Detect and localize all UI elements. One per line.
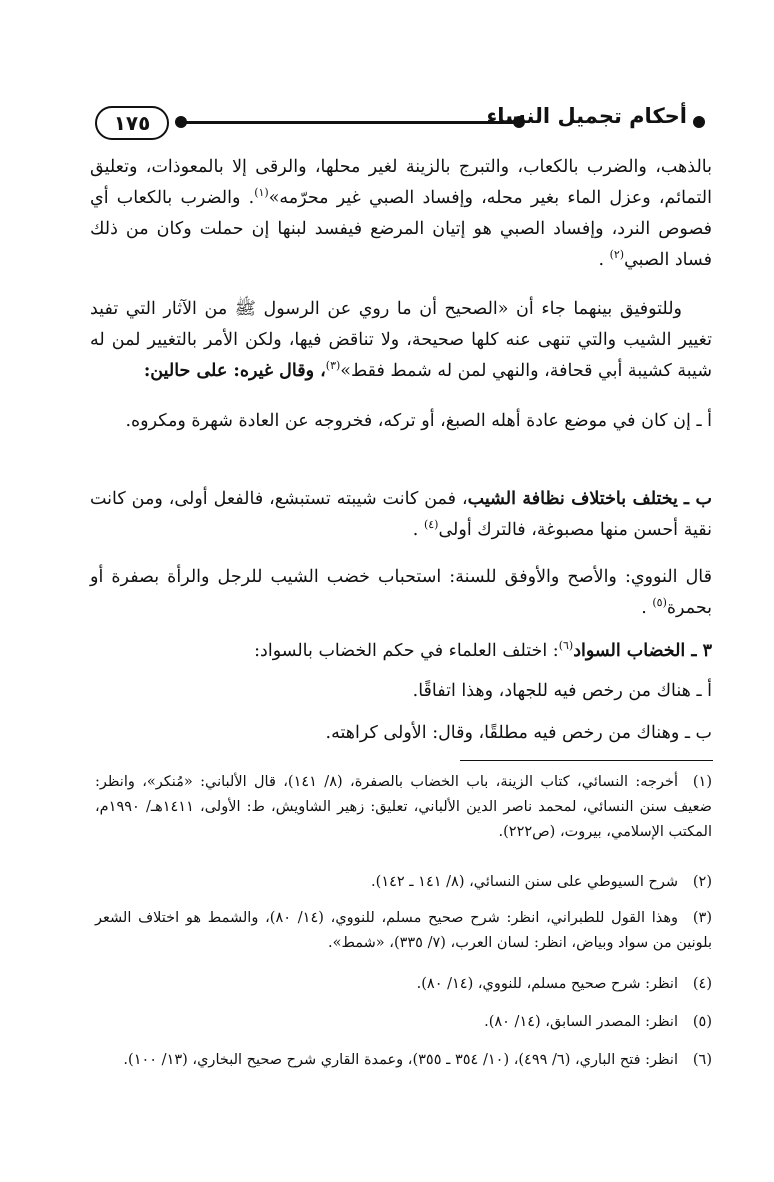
page-number: ١٧٥	[95, 106, 169, 140]
list-item-b-lead: ب ـ	[683, 489, 712, 509]
paragraph-2-text: وللتوفيق بينهما جاء أن «الصحيح أن ما روي عن الرسول ﷺ من الآثار التي تفيد تغيير الشيب والتي تنهى عنه كلها صحيحة، ولا تناقض فيها، ولكن الأمر بالتغيير لمن له شيبة كشيبة أبي قحافة، والنهي لمن له شمط فقط»	[90, 299, 712, 381]
footnote-5	[95, 1010, 712, 1035]
footnote-separator	[460, 760, 713, 761]
footnote-3	[95, 906, 712, 956]
paragraph-2-bold: ، وقال غيره: على حالين:	[143, 361, 326, 381]
section-3-heading	[90, 636, 712, 667]
paragraph-2	[90, 294, 712, 387]
header-rule	[185, 121, 515, 124]
footnote-text: شرح السيوطي على سنن النسائي، (٨/ ١٤١ ـ ١٤٢).	[371, 874, 678, 890]
footnote-number: (٢)	[692, 874, 712, 890]
page-header	[95, 100, 705, 144]
list-item-b-text: ، فمن كانت شيبته تستبشع، فالفعل أولى، ومن كانت نقية أحسن منها مصبوغة، فالترك أولى	[90, 489, 712, 540]
footnote-text: أخرجه: النسائي، كتاب الزينة، باب الخضاب بالصفرة، (٨/ ١٤١)، قال الألباني: «مُنكر»، وانظر: ضعيف سنن النسائي، لمحمد ناصر الدين الألباني، تعليق: زهير الشاويش، ط: الأولى، ١٤١١هـ/ ١٩٩٠م، المكتب الإسلامي، بيروت، (ص٢٢٢).	[95, 774, 712, 840]
header-dot-right	[693, 116, 705, 128]
list-item-b: ب ـ يختلف باختلاف نظافة الشيب، فمن كانت شيبته تستبشع، فالفعل أولى، ومن كانت نقية أحسن منها مصبوغة، فالترك أولى$^{(٤)}$ .	[90, 489, 712, 540]
footnote-1	[95, 770, 712, 845]
footnote-ref-5: (٥)	[652, 596, 667, 610]
footnote-ref-6: (٦)	[558, 639, 574, 653]
footnote-6	[95, 1048, 712, 1073]
footnote-text: وهذا القول للطبراني، انظر: شرح صحيح مسلم، للنووي، (١٤/ ٨٠)، والشمط هو اختلاف الشعر بلونين من سواد وبياض، انظر: لسان العرب، (٧/ ٣٣٥)، «شمط».	[95, 910, 712, 951]
nawawi-text: قال النووي: والأصح والأوفق للسنة: استحباب خضب الشيب للرجل والرأة بصفرة أو بحمرة	[90, 567, 712, 618]
footnote-4	[95, 972, 712, 997]
footnote-text: انظر: شرح صحيح مسلم، للنووي، (١٤/ ٨٠).	[416, 976, 678, 992]
footnote-number: (٤)	[692, 976, 712, 992]
paragraph-1-tail: . والضرب بالكعاب أي فصوص النرد، وإفساد الصبي هو إتيان المرضع فيفسد لبنها إن حملت وكان من ذلك فساد الصبي	[90, 188, 712, 270]
list-item-b-bold: يختلف باختلاف نظافة الشيب	[467, 489, 678, 509]
paragraph-1: بالذهب، والضرب بالكعاب، والتبرج بالزينة لغير محلها، والرقى إلا بالمعوذات، وتعليق التمائم، وعزل الماء بغير محله، وإفساد الصبي غير محرّمه»$^{(١)}$. والضرب بالكعاب أي فصوص النرد، وإفساد الصبي هو إتيان المرضع فيفسد لبنها إن حملت وكان من ذلك فساد الصبي$^{(٢)}$ .	[90, 157, 713, 270]
footnote-ref-1: (١)	[254, 186, 269, 200]
footnote-ref-2: (٢)	[609, 248, 625, 262]
nawawi-paragraph: قال النووي: والأصح والأوفق للسنة: استحباب خضب الشيب للرجل والرأة بصفرة أو بحمرة$^{(٥)}$ .	[90, 567, 712, 618]
section-3-item-a: أ ـ هناك من رخص فيه للجهاد، وهذا اتفاقًا.	[412, 681, 712, 701]
section-3-text: : اختلف العلماء في حكم الخضاب بالسواد:	[254, 641, 559, 661]
footnote-text: انظر: فتح الباري، (٦/ ٤٩٩)، (١٠/ ٣٥٤ ـ ٣٥٥)، وعمدة القاري شرح صحيح البخاري، (١٣/ ١٠٠).	[123, 1052, 678, 1068]
footnote-number: (٦)	[692, 1052, 712, 1068]
footnote-ref-3: (٣)	[325, 359, 341, 373]
footnote-text: انظر: المصدر السابق، (١٤/ ٨٠).	[484, 1014, 678, 1030]
footnote-ref-4: (٤)	[423, 518, 439, 532]
section-3-title: ٣ ـ الخضاب السواد	[573, 641, 712, 661]
footnote-2	[95, 870, 712, 895]
footnote-number: (٥)	[692, 1014, 712, 1030]
list-item-a: أ ـ إن كان في موضع عادة أهله الصبغ، أو تركه، فخروجه عن العادة شهرة ومكروه.	[125, 411, 712, 431]
running-title: أحكام تجميل النساء	[486, 104, 687, 128]
footnote-number: (٣)	[692, 910, 713, 926]
section-3-item-b: ب ـ وهناك من رخص فيه مطلقًا، وقال: الأولى كراهته.	[325, 723, 712, 743]
footnote-number: (١)	[692, 774, 712, 790]
paragraph-1-text: بالذهب، والضرب بالكعاب، والتبرج بالزينة لغير محلها، والرقى إلا بالمعوذات، وتعليق التمائم، وعزل الماء بغير محله، وإفساد الصبي غير محرّمه»	[90, 157, 713, 208]
